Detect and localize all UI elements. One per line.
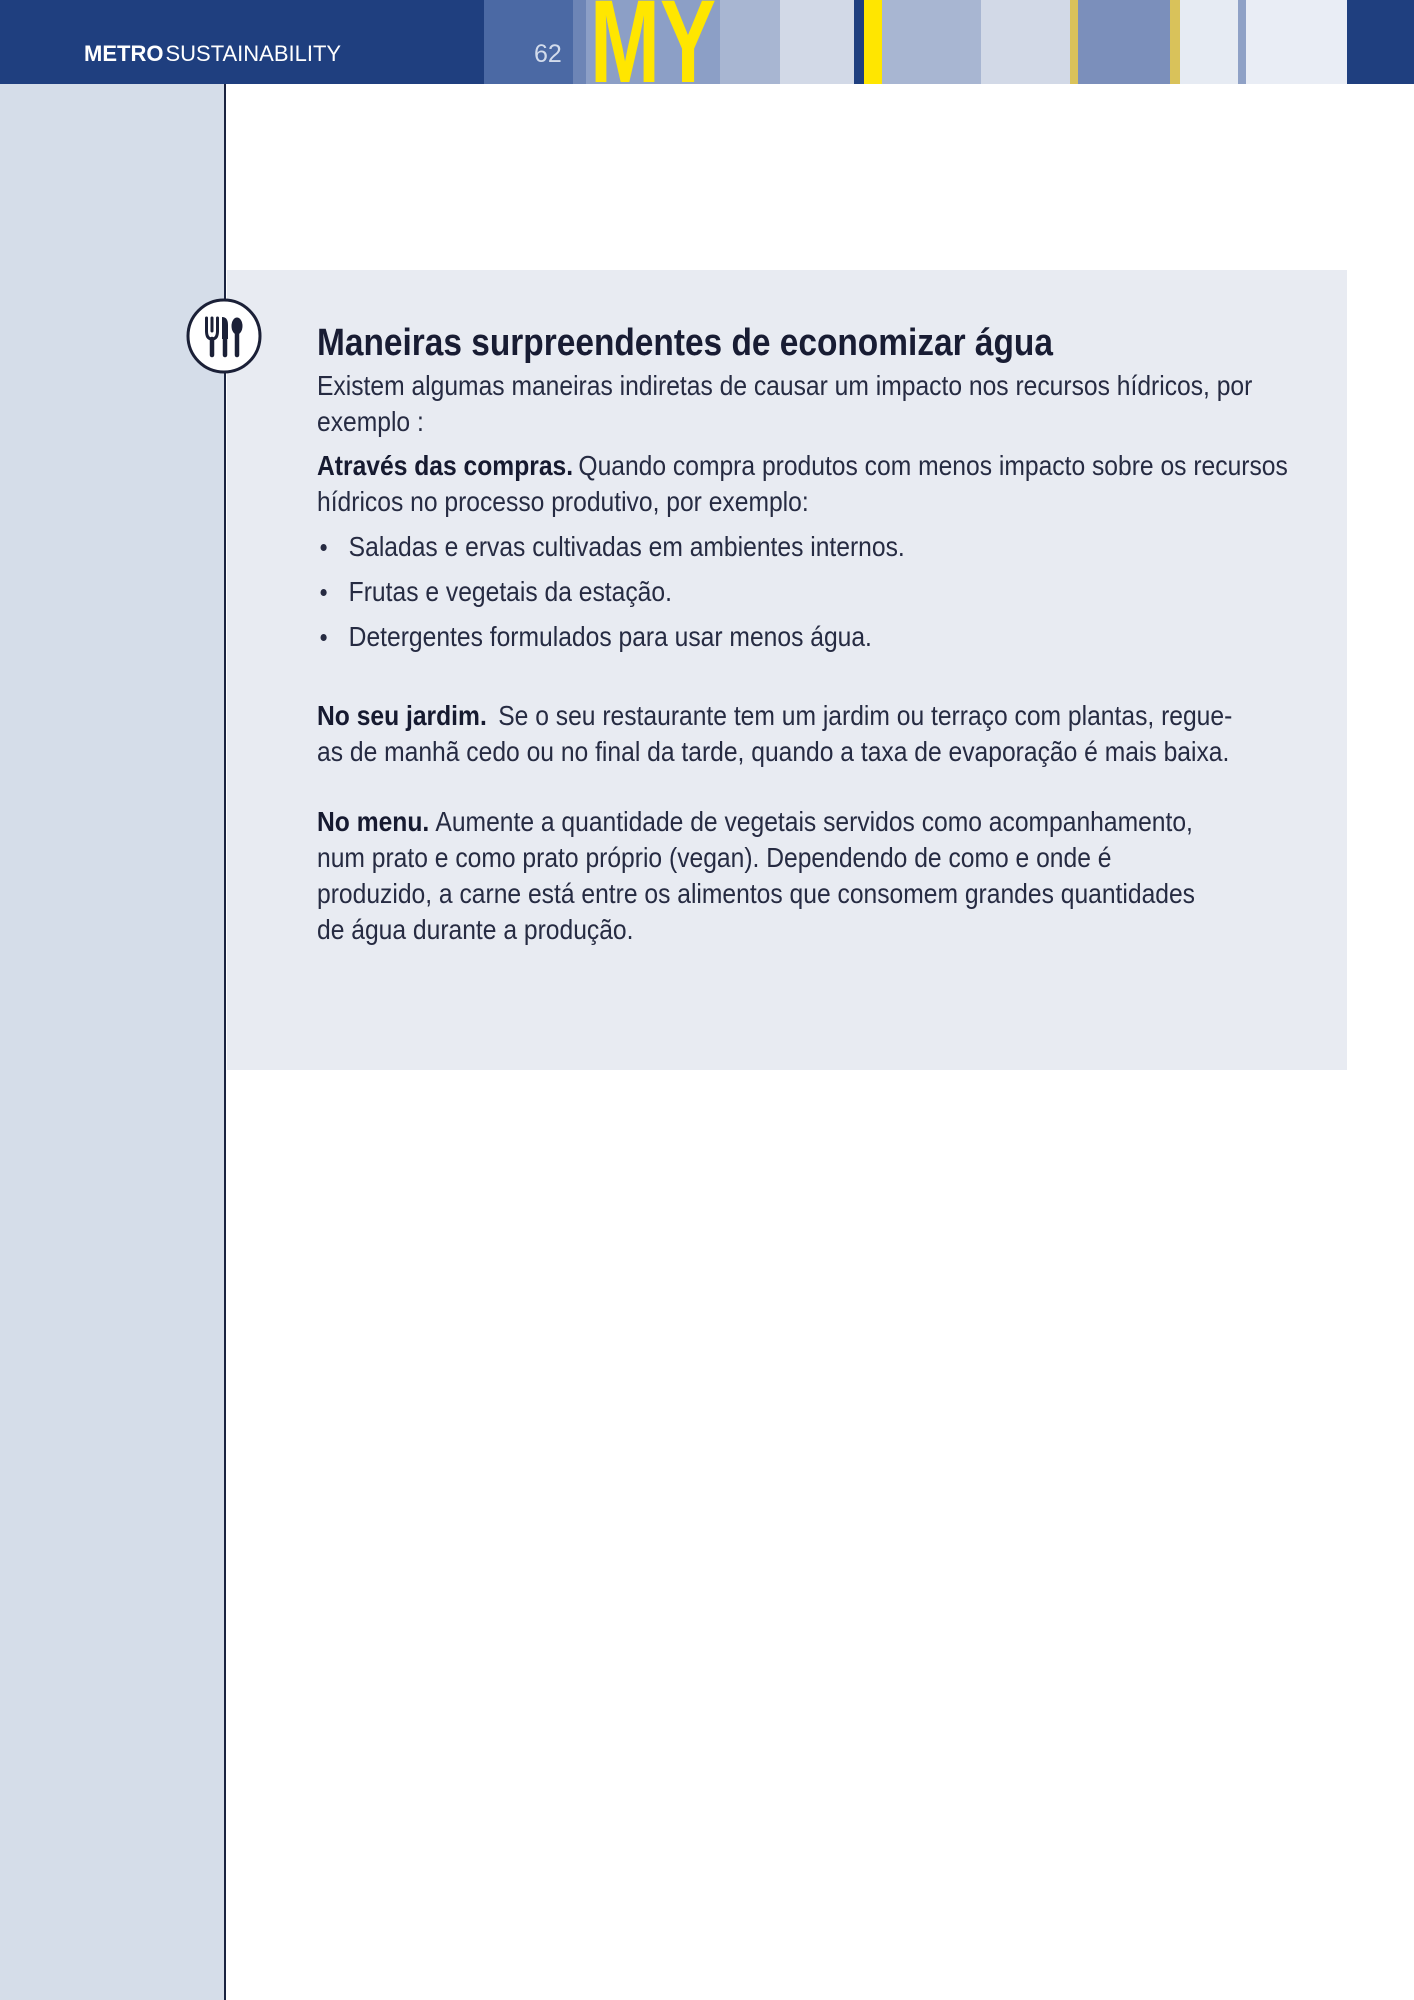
text-line: as de manhã cedo ou no final da tarde, quando a taxa de evaporação é mais baixa. (317, 736, 1230, 767)
header-stripe (1246, 0, 1347, 84)
section-title: Maneiras surpreendentes de economizar água (317, 322, 1053, 364)
text-span: Aumente a quantidade de vegetais servidos como acompanhamento, (435, 806, 1193, 837)
page-number: 62 (534, 40, 562, 68)
bullet-marker (321, 589, 327, 596)
garden-paragraph (317, 698, 1288, 770)
purchases-bullet-list (317, 529, 1288, 655)
purchases-lead: Através das compras. (317, 450, 574, 481)
header-stripe (1238, 0, 1246, 84)
text-line: exemplo : (317, 406, 424, 437)
brand-wordmark (84, 38, 341, 70)
text-line: produzido, a carne está entre os alimentos que consomem grandes quantidades (317, 878, 1196, 909)
knife-icon (222, 317, 228, 355)
purchases-paragraph (317, 448, 1288, 520)
bullet-marker (321, 544, 327, 551)
list-item (317, 529, 1288, 565)
list-item (317, 619, 1288, 655)
header-stripe (981, 0, 1070, 84)
text-line (317, 804, 1288, 840)
text-span: Quando compra produtos com menos impacto sobre os recursos (578, 450, 1288, 481)
header-stripe (573, 0, 586, 84)
header-stripe (1170, 0, 1180, 84)
list-item-text: Frutas e vegetais da estação. (348, 576, 672, 607)
text-line (317, 698, 1288, 734)
header-stripe (854, 0, 864, 84)
header-stripe (882, 0, 981, 84)
text-span: Se o seu restaurante tem um jardim ou terraço com plantas, regue- (498, 700, 1233, 731)
menu-lead: No menu. (317, 806, 430, 837)
garden-lead: No seu jardim. (317, 700, 487, 731)
header-stripe (864, 0, 882, 84)
text-line: hídricos no processo produtivo, por exemplo: (317, 486, 809, 517)
menu-paragraph (317, 804, 1288, 948)
list-item (317, 574, 1288, 610)
page-header (0, 0, 1414, 108)
my-logo-text: MY (590, 0, 716, 108)
intro-paragraph (317, 368, 1288, 440)
text-line: Existem algumas maneiras indiretas de causar um impacto nos recursos hídricos, por (317, 370, 1253, 401)
brand-bold: METRO (84, 41, 164, 66)
header-stripe (1078, 0, 1170, 84)
list-item-text: Detergentes formulados para usar menos água. (348, 621, 872, 652)
section-body (317, 320, 1288, 948)
text-line: num prato e como prato próprio (vegan). Dependendo de como e onde é (317, 842, 1112, 873)
cutlery-icon (186, 298, 262, 374)
header-stripe (1347, 0, 1414, 84)
text-line: de água durante a produção. (317, 914, 634, 945)
header-stripe (1070, 0, 1078, 84)
bullet-marker (321, 634, 327, 641)
header-stripe (720, 0, 780, 84)
text-line (317, 448, 1288, 484)
header-stripe (780, 0, 854, 84)
my-logo (586, 0, 720, 108)
list-item-text: Saladas e ervas cultivadas em ambientes internos. (348, 531, 905, 562)
brand-regular: SUSTAINABILITY (165, 41, 342, 66)
header-stripe (1180, 0, 1238, 84)
